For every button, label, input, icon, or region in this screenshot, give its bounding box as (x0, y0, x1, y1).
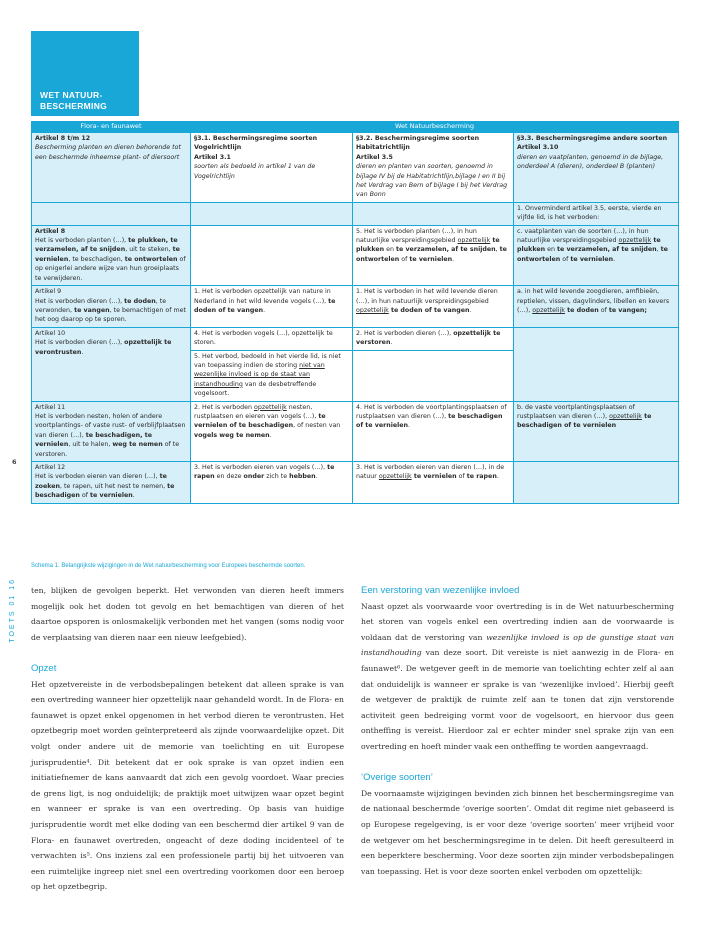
cell-bold: opzettelijk te verstoren (356, 329, 501, 347)
cell-bold: te vernielen (570, 255, 614, 263)
cell-text: of te verstoren. (35, 441, 180, 458)
table-cell (514, 327, 679, 401)
table-cell (353, 286, 514, 328)
cell-bold: te doden of te vangen (194, 297, 336, 314)
cell-text: 1. Het is verboden in het wild levende dieren (…), in hun natuurlijk verspreidingsgebied (356, 288, 498, 305)
cell-text: of (598, 306, 609, 314)
section-title-line-1: WET NATUUR- (40, 90, 103, 100)
cell-text: , (656, 246, 661, 254)
section-title-line-2: BESCHERMING (40, 101, 108, 111)
cell-description: dieren en planten van soorten, genoemd in bijlage IV bij de Habitatrichtlijn,bijlage I en II bij het Verdrag van Bern of bijlage I bij het Verdrag van Bonn (356, 163, 508, 199)
cell-bold: te beschadigen (35, 482, 175, 500)
table-cell (514, 462, 679, 504)
table-cell (353, 401, 514, 461)
cell-bold: onder (243, 473, 265, 481)
cell-text: en (384, 246, 396, 254)
cell-text: of (399, 255, 410, 263)
table-cell (514, 202, 679, 225)
cell-bold: te plukken (356, 237, 500, 254)
table-cell (191, 133, 353, 203)
table-cell (353, 133, 514, 203)
cell-text: . (81, 348, 84, 356)
cell-bold: te ontwortelen (124, 255, 178, 263)
cell-underline: opzettelijk (356, 306, 389, 314)
paragraph: De voornaamste wijzigingen bevinden zich binnen het beschermingsregime van de nationaal beschermde ‘overige soorten’. Omdat dit regime niet gebaseerd is op Europese regelgeving, is er voor deze ‘overige soorten’ meer vrijheid voor de wetgever om het beschermingsregime in te delen. Dit heeft geresulteerd in een beperktere bescherming. Voor deze soorten zijn minder verbodsbepalingen van toepassing. Het is voor deze soorten enkel verboden om opzettelijk: (361, 788, 674, 876)
cell-bold: opzettelijk te verontrusten (35, 339, 172, 356)
cell-text: 2. Het is verboden (194, 403, 255, 411)
cell-text: . (408, 422, 411, 430)
cell-bold: te vangen (608, 306, 645, 314)
table-cell (514, 225, 679, 285)
table-header-row (32, 122, 679, 133)
cell-underline: opzettelijk (254, 403, 287, 411)
cell-text: c. vaatplanten van de soorten (…), in hun natuurlijke verspreidingsgebied (517, 227, 649, 245)
cell-bold: te rapen (466, 473, 497, 481)
table-cell (191, 225, 353, 285)
section-heading-opzet: Opzet (31, 662, 57, 674)
section-title (40, 90, 107, 112)
table-cell (191, 286, 353, 328)
paragraph-text: van deze soort. Dit vereiste is niet aanwezig in de Flora- en faunawet⁶. De wetgever geeft in de memorie van toelichting echter zelf al aan dat onduidelijk is wanneer er sprake is van ‘wezenlijke invloed’. Hierbij geeft de wetgever de praktijk de ruimte zelf aan te tonen dat zijn verstorende activiteit geen bedreiging vormt voor de vogelsoort, en hiervoor dus geen ontheffing is vereist. Hierdoor zal er echter minder snel sprake zijn van een overtreding en hoeft minder vaak een ontheffing te worden aangevraagd. (361, 648, 674, 751)
table-row (32, 327, 679, 350)
cell-text: . (263, 306, 266, 314)
cell-bold: te vernielen (90, 492, 133, 500)
cell-text: Het is verboden nesten, holen of andere voortplantings- of vaste rust- of verblijfplaatsen van dieren (…), (35, 412, 186, 439)
cell-text: . (132, 492, 135, 500)
header-wet-natuurbescherming: Wet Natuurbescherming (191, 122, 679, 133)
cell-title: Artikel 12 (35, 464, 66, 471)
table-cell (514, 401, 679, 461)
cell-text: van de desbetreffende vogelsoort. (194, 380, 317, 398)
table-cell (353, 462, 514, 504)
paragraph-text: Naast opzet als voorwaarde voor overtreding is in de Wet natuurbescherming het storen van vogels enkel een overtreding indien aan de voorwaarde is voldaan dat de verstoring van (361, 601, 674, 642)
section-banner (31, 31, 139, 116)
cell-text: Het is verboden dieren (…), (35, 297, 125, 305)
table-cell (32, 462, 191, 504)
cell-bold: te verzamelen, af te snijden (395, 246, 496, 254)
table-cell (32, 286, 191, 328)
cell-text: . (269, 431, 272, 439)
cell-text: 5. Het verbod, bedoeld in het vierde lid, is niet van toepassing indien de storing (194, 352, 341, 369)
cell-text: of op enigerlei andere wijze van hun groeiplaats te verwijderen. (35, 255, 186, 282)
cell-bold: te beschadigen of te vernielen (517, 412, 652, 430)
cell-text: 4. Het is verboden vogels (…), opzettelijk te storen. (194, 329, 333, 347)
paragraph (361, 599, 674, 755)
cell-bold: te ontwortelen (517, 246, 668, 263)
table-cell (353, 202, 514, 225)
cell-text: , te rapen, uit het nest te nemen, (60, 482, 168, 490)
left-column (31, 583, 344, 895)
cell-text: 4. Het is verboden de voortplantingsplaatsen of rustplaatsen van dieren (…), (356, 403, 507, 420)
cell-title: §3.2. Beschermingsregime soorten Habitatrichtlijn (356, 135, 480, 152)
table-cell (191, 327, 353, 350)
cell-title: Artikel 8 t/m 12 (35, 135, 91, 142)
cell-text: en deze (214, 473, 244, 481)
table-cell (32, 225, 191, 285)
cell-subtitle: Artikel 3.10 (517, 144, 559, 152)
cell-bold: te doden of te vangen (388, 306, 470, 314)
table-cell (32, 327, 191, 401)
cell-text: nesten, rustplaatsen en eieren van vogels (…), (194, 403, 319, 420)
cell-bold: hebben (289, 473, 316, 481)
cell-description: dieren en vaatplanten, genoemd in de bijlage, onderdeel A (dieren), onderdeel B (planten) (517, 153, 664, 171)
table-cell (32, 133, 191, 203)
paragraph: ten, blijken de gevolgen beperkt. Het verwonden van dieren heeft immers mogelijk ook het doden tot gevolg en het bemachtigen van dieren of het daartoe opsporen is onlosmakelijk verbonden met het vangen (soms nodig voor de verplaatsing van dieren naar een nieuw leefgebied). (31, 586, 344, 642)
table-cell (353, 327, 514, 350)
cell-text: , of nesten van (293, 422, 341, 430)
cell-text: . (390, 339, 393, 347)
cell-text: . (315, 473, 318, 481)
cell-text: , te verwonden, (35, 297, 167, 314)
cell-text: 5. Het is verboden planten (…), in hun natuurlijke verspreidingsgebied (356, 227, 477, 245)
table-caption: Schema 1. Belangrijkste wijzigingen in de Wet natuurbescherming voor Europees beschermde soorten. (31, 563, 306, 569)
cell-text: , te bemachtigen of met het oog daarop op te sporen. (35, 306, 186, 324)
table-row (32, 202, 679, 225)
cell-text: Het is verboden planten (…), (35, 237, 129, 245)
cell-text: . (613, 255, 616, 263)
cell-text: , (495, 246, 500, 254)
cell-description: Bescherming planten en dieren behorende tot een beschermde inheemse plant- of diersoort (35, 144, 181, 161)
cell-text: 1. Onverminderd artikel 3.5, eerste, vierde en vijfde lid, is het verboden: (517, 204, 662, 222)
cell-text: of (456, 473, 467, 481)
table-row (32, 286, 679, 328)
cell-underline: opzettelijk (618, 237, 652, 245)
cell-underline: opzettelijk (457, 237, 491, 245)
table-cell (514, 286, 679, 328)
cell-text: Het is verboden eieren van dieren (…), (35, 473, 160, 481)
cell-bold: te ontwortelen (356, 246, 507, 263)
table-cell (353, 225, 514, 285)
right-column (361, 583, 674, 879)
cell-bold: te plukken (517, 237, 661, 254)
section-heading-overige-soorten: ‘Overige soorten’ (361, 772, 433, 784)
cell-text: of (79, 492, 90, 500)
header-flora-faunawet: Flora- en faunawet (32, 122, 191, 133)
comparison-table (31, 121, 679, 504)
table-cell (191, 401, 353, 461)
cell-subtitle: Artikel 3.5 (356, 153, 393, 161)
paragraph: Het opzetvereiste in de verbodsbepalingen betekent dat alleen sprake is van een overtreding wanneer hier opzettelijk naar gehandeld wordt. In de Flora- en faunawet is opzet enkel opgenomen in het verbod dieren te verontrusten. Het opzetbegrip moet worden geïnterpreteerd als zijnde voorwaardelijke opzet. Dit volgt onder andere uit de memorie van toelichting en uit Europese jurisprudentie⁴. Dit betekent dat er ook sprake is van opzet indien een initiatiefnemer de kans aanvaardt dat zich een gevolg voordoet. Waar precies de grens ligt, is nog onduidelijk; de praktijk moet uitwijzen waar opzet begint en wanneer er sprake is van een overtreding. Op basis van huidige jurisprudentie wordt met elke doding van een beschermd dier artikel 9 van de Flora- en faunawet overtreden, ongeacht of deze doding incidenteel of te verwachten is⁵. Ons inziens zal een professionele partij bij het uitvoeren van een ruimtelijke ingreep niet snel een overtreding voorkomen door een beroep op het opzetbegrip. (31, 679, 344, 892)
cell-bold: te zoeken (35, 473, 167, 490)
cell-bold: te doden (124, 297, 156, 305)
cell-description: soorten als bedoeld in artikel 1 van de Vogelrichtlijn (194, 163, 316, 180)
table-row (32, 462, 679, 504)
table-cell (353, 350, 514, 401)
cell-bold: weg te nemen (112, 441, 163, 449)
cell-bold: te vangen (74, 306, 110, 314)
cell-text: b. de vaste voortplantingsplaatsen of rustplaatsen van dieren (…), (517, 403, 635, 420)
cell-title: §3.3. Beschermingsregime andere soorten (517, 135, 668, 142)
table-cell (514, 133, 679, 203)
cell-bold: te vernielen (409, 255, 453, 263)
cell-subtitle: Artikel 3.1 (194, 153, 231, 161)
cell-underline: opzettelijk (609, 412, 642, 420)
cell-text: , uit te halen, (68, 441, 113, 449)
cell-title: Artikel 8 (35, 227, 66, 235)
cell-text: en (545, 246, 557, 254)
cell-text: . (469, 306, 472, 314)
cell-text: 3. Het is verboden eieren van vogels (…), (194, 464, 328, 471)
cell-text: 1. Het is verboden opzettelijk van nature in Nederland in het wild levende vogels (…), (194, 288, 331, 305)
section-heading-verstoring: Een verstoring van wezenlijke invloed (361, 585, 520, 596)
cell-text: . (452, 255, 455, 263)
table-cell (32, 202, 191, 225)
cell-text: 2. Het is verboden dieren (…), (356, 329, 454, 337)
cell-bold: te doden (564, 306, 599, 314)
cell-underline: opzettelijk (378, 473, 412, 481)
cell-title: §3.1. Beschermingsregime soorten Vogelrichtlijn (194, 135, 318, 152)
table-row (32, 133, 679, 203)
cell-text: of (560, 255, 571, 263)
cell-title: Artikel 10 (35, 329, 66, 337)
cell-title: Artikel 9 (35, 288, 62, 296)
cell-text: zich te (264, 473, 290, 481)
table-cell (191, 462, 353, 504)
paragraph-italic: wezenlijke invloed is op de gunstige staat van instandhouding (361, 632, 675, 658)
table-cell (191, 350, 353, 401)
cell-bold: te verzamelen, af te snijden (556, 246, 657, 254)
page-number: 6 (12, 458, 17, 466)
cell-bold: te beschadigen of te vernielen (356, 412, 503, 430)
cell-underline: opzettelijk (532, 306, 565, 314)
cell-underline: niet van wezenlijke invloed is op de staat van instandhouding (194, 361, 325, 388)
cell-bold: te plukken, te verzamelen, af te snijden (35, 237, 178, 254)
cell-text: Het is verboden dieren (…), (35, 339, 125, 347)
cell-text: , uit te steken, (125, 246, 173, 254)
cell-bold: te vernielen of te beschadigen (194, 412, 326, 430)
cell-bold: te vernielen (35, 246, 180, 263)
cell-text: a. in het wild levende zoogdieren, amfibieën, reptielen, vissen, dagvlinders, libellen en kevers (…), (517, 288, 670, 314)
cell-title: Artikel 11 (35, 403, 66, 411)
table-cell (32, 401, 191, 461)
cell-text: 3. Het is verboden eieren van dieren (…), in de natuur (356, 464, 505, 481)
table-row (32, 401, 679, 461)
journal-side-label: TOETS 01 16 (9, 578, 16, 643)
cell-bold: ; (644, 306, 647, 314)
cell-bold: vogels weg te nemen (194, 431, 270, 439)
cell-text: , te beschadigen, (68, 255, 125, 263)
cell-bold: te beschadigen, te vernielen (35, 431, 152, 449)
cell-text: . (496, 473, 499, 481)
table-row (32, 225, 679, 285)
cell-bold: te rapen (194, 464, 335, 481)
cell-bold: te vernielen (411, 473, 457, 481)
table-cell (191, 202, 353, 225)
